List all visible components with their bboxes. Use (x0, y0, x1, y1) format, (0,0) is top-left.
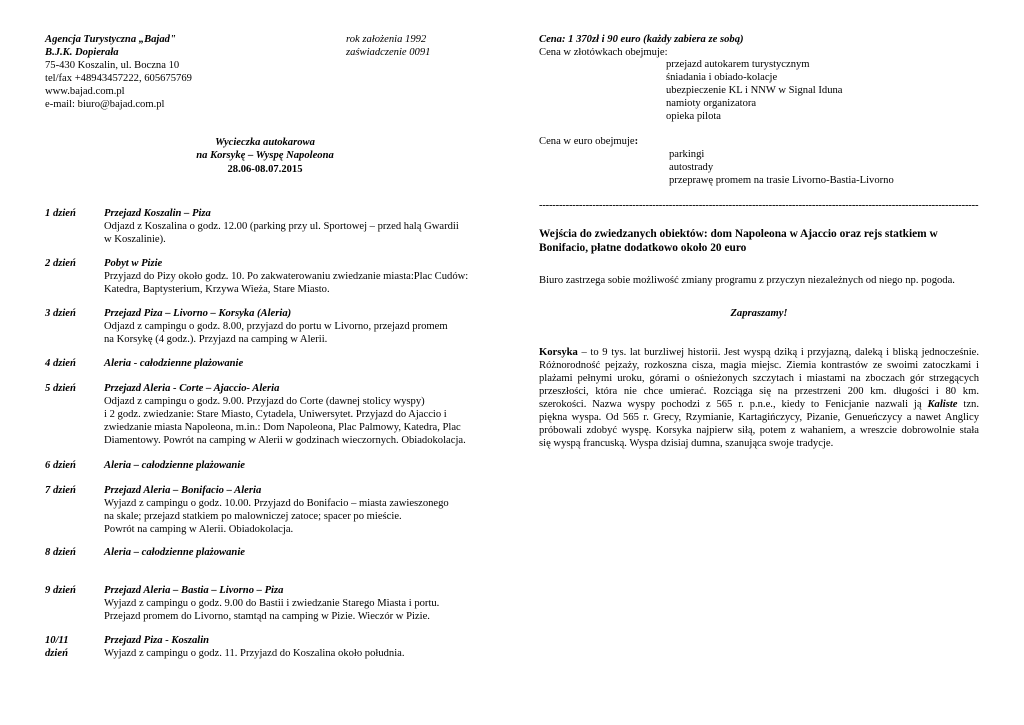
pln-includes-list (666, 58, 843, 123)
eur-heading (539, 135, 638, 148)
corsica-name: Korsyka (539, 347, 578, 358)
day-title: Aleria – całodzienne plażowanie (104, 547, 245, 558)
eur-item: przeprawę promem na trasie Livorno-Bastia-Livorno (669, 175, 894, 186)
corsica-line: plażami pełnymi uroku, górami o ośnieżonych szczytach i miastami na zboczach gór strzegących (539, 373, 979, 384)
eur-heading-colon: : (634, 136, 639, 147)
trip-subtitle: na Korsykę – Wyspę Napoleona (196, 150, 334, 161)
entries-note-line: Wejścia do zwiedzanych obiektów: dom Napoleona w Ajaccio oraz rejs statkiem w (539, 228, 938, 240)
agency-address: 75-430 Koszalin, ul. Boczna 10 (45, 60, 180, 71)
day-text: Odjazd z Koszalina o godz. 12.00 (parking przy ul. Sportowej – przed halą Gwardii (104, 221, 459, 232)
eur-item: parkingi (669, 149, 705, 160)
day-label: 3 dzień (45, 308, 76, 319)
corsica-line (539, 398, 979, 411)
agency-name: Agencja Turystyczna „Bajad" (45, 34, 176, 45)
corsica-line5-end: tzn. (957, 399, 980, 410)
price: Cena: 1 370zł i 90 euro (każdy zabiera ze sobą) (539, 34, 744, 45)
corsica-line1-text: – to 9 tys. lat burzliwej historii. Jest wyspą dziką i przyjazną, daleką i bliską jednocześnie. (577, 347, 979, 358)
day-title: Przejazd Aleria – Bastia – Livorno – Piza (104, 585, 284, 596)
day-text: zwiedzanie miasta Napoleona, m.in.: Dom Napoleona, Plac Palmowy, Katedra, Plac (104, 422, 461, 433)
corsica-line: się wyspą francuską. Wyspa dzisiaj dumna, szanująca swoje tradycje. (539, 438, 834, 449)
agency-owner: B.J.K. Dopierała (45, 47, 119, 58)
kaliste-word: Kaliste (927, 399, 958, 410)
day-label: 4 dzień (45, 358, 76, 369)
day-text: i 2 godz. zwiedzanie: Stare Miasto, Cytadela, Uniwersytet. Przyjazd do Ajaccio i (104, 409, 447, 420)
invitation: Zapraszamy! (730, 308, 788, 319)
trip-dates: 28.06-08.07.2015 (227, 164, 303, 175)
day-title: Pobyt w Pizie (104, 258, 163, 269)
day-label: 1 dzień (45, 208, 76, 219)
day-title: Przejazd Aleria – Bonifacio – Aleria (104, 485, 262, 496)
day-title: Przejazd Piza – Livorno – Korsyka (Aleria) (104, 308, 292, 319)
day-label: 9 dzień (45, 585, 76, 596)
pln-heading: Cena w złotówkach obejmuje: (539, 47, 668, 58)
day-text: w Koszalinie). (104, 234, 166, 245)
day-text: Przejazd promem do Livorno, stamtąd na camping w Pizie. Wieczór w Pizie. (104, 611, 430, 622)
founded-year: rok założenia 1992 (346, 34, 427, 45)
day-label: 5 dzień (45, 383, 76, 394)
pln-item: opieka pilota (666, 111, 722, 122)
eur-heading-text: Cena w euro obejmuje (539, 136, 635, 147)
pln-item: śniadania i obiado-kolacje (666, 72, 778, 83)
agency-phone: tel/fax +48943457222, 605675769 (45, 73, 192, 84)
pln-item: namioty organizatora (666, 98, 757, 109)
corsica-line: próbowali zdobyć wyspę. Korsyka najpierw siłą, potem z wahaniem, a wreszcie dobrowolnie stała (539, 425, 979, 436)
pln-item: przejazd autokarem turystycznym (666, 59, 810, 70)
agency-email[interactable]: e-mail: biuro@bajad.com.pl (45, 99, 165, 110)
eur-includes-list (669, 148, 894, 187)
disclaimer: Biuro zastrzega sobie możliwość zmiany programu z przyczyn niezależnych od niego np. pogoda. (539, 275, 955, 286)
corsica-description (539, 346, 979, 450)
corsica-line: przeszłości, która nie chce umierać. Rozciąga się na przestrzeni 200 km. długości i 80 km. (539, 386, 979, 397)
day-text: Katedra, Baptysterium, Krzywa Wieża, Stare Miasto. (104, 284, 330, 295)
day-label-word: dzień (45, 648, 68, 659)
day-label: 6 dzień (45, 460, 76, 471)
separator-line: ------------------------------------------------------------------------------------------------------------------------------------ (539, 200, 979, 211)
day-text: Wyjazd z campingu o godz. 9.00 do Bastii i zwiedzanie Starego Miasta i portu. (104, 598, 440, 609)
day-title: Aleria – całodzienne plażowanie (104, 460, 245, 471)
day-text: Powrót na camping w Alerii. Obiadokolacja. (104, 524, 294, 535)
day-title: Przejazd Piza - Koszalin (104, 635, 210, 646)
day-label (45, 634, 69, 660)
day-label: 7 dzień (45, 485, 76, 496)
day-text: na skale; przejazd statkiem po malowniczej zatoce; spacer po mieście. (104, 511, 402, 522)
day-text: Diamentowy. Powrót na camping w Alerii w godzinach wieczornych. Obiadokolacja. (104, 435, 466, 446)
day-text: Przyjazd do Pizy około godz. 10. Po zakwaterowaniu zwiedzanie miasta:Plac Cudów: (104, 271, 469, 282)
corsica-line: Różnorodność pejzaży, rozkoszna cisza, magia miejsc. Ziemia kontrastów ze swoimi zatoczkami i (539, 360, 979, 371)
pln-item: ubezpieczenie KL i NNW w Signal Iduna (666, 85, 843, 96)
corsica-line5-text: szerokości. Nazwa wyspy pochodzi z 565 r. p.n.e., kiedy to Fenicjanie nazwali ją (539, 399, 922, 410)
day-text: Wyjazd z campingu o godz. 11. Przyjazd do Koszalina około południa. (104, 648, 405, 659)
day-title: Aleria - całodzienne plażowanie (104, 358, 244, 369)
day-text: Odjazd z campingu o godz. 9.00. Przyjazd do Corte (dawnej stolicy wyspy) (104, 396, 425, 407)
day-text: Odjazd z campingu o godz. 8.00, przyjazd do portu w Livorno, przejazd promem (104, 321, 448, 332)
corsica-line (539, 346, 979, 359)
entries-note-line: Bonifacio, płatne dodatkowo około 20 euro (539, 242, 747, 254)
day-label: 2 dzień (45, 258, 76, 269)
day-text: Wyjazd z campingu o godz. 10.00. Przyjazd do Bonifacio – miasta zawieszonego (104, 498, 449, 509)
certificate-number: zaświadczenie 0091 (346, 47, 431, 58)
trip-title: Wycieczka autokarowa (215, 137, 315, 148)
day-label-number: 10/11 (45, 635, 69, 646)
agency-website[interactable]: www.bajad.com.pl (45, 86, 125, 97)
day-text: na Korsykę (4 godz.). Przyjazd na camping w Alerii. (104, 334, 328, 345)
corsica-line: piękna wyspa. Od 565 r. Grecy, Rzymianie, Kartagińczycy, Pizanie, Genueńczycy a nawet Anglicy (539, 412, 979, 423)
day-label: 8 dzień (45, 547, 76, 558)
day-title: Przejazd Koszalin – Piza (104, 208, 211, 219)
day-title: Przejazd Aleria - Corte – Ajaccio- Aleria (104, 383, 280, 394)
entries-note (539, 227, 938, 255)
eur-item: autostrady (669, 162, 714, 173)
